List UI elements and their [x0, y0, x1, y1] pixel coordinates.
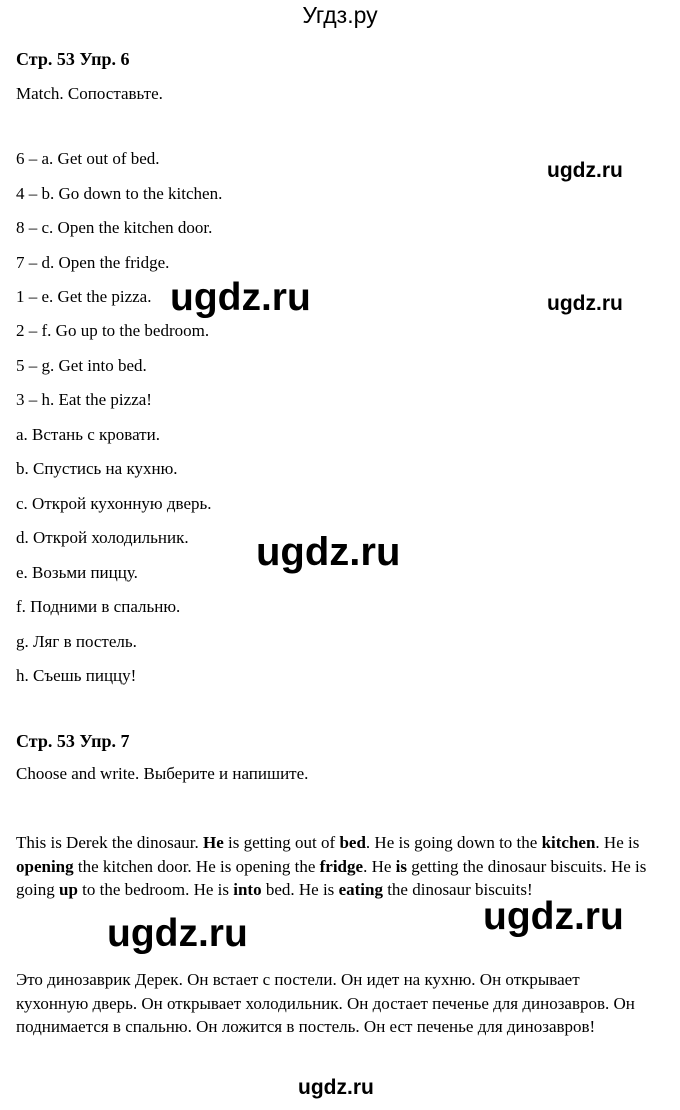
- translation-line: a. Встань с кровати.: [16, 425, 160, 444]
- translation-line: b. Спустись на кухню.: [16, 459, 178, 478]
- answer-line: 5 – g. Get into bed.: [16, 356, 147, 375]
- russian-paragraph: Это динозаврик Дерек. Он встает с постели. Он идет на кухню. Он открывает кухонную дверь. Он открывает холодильник. Он достает печенье для динозавров. Он поднимается в спальню. Он ложится в постель. Он ест печенье для динозавров!: [16, 970, 635, 1036]
- answer-line: 3 – h. Eat the pizza!: [16, 390, 152, 409]
- answer-line: 6 – a. Get out of bed.: [16, 149, 160, 168]
- translation-line: g. Ляг в постель.: [16, 632, 137, 651]
- site-header: Угдз.ру: [302, 2, 378, 28]
- watermark: ugdz.ru: [256, 530, 401, 574]
- watermark: ugdz.ru: [298, 1076, 374, 1099]
- answer-line: 1 – e. Get the pizza.: [16, 287, 152, 306]
- translation-line: f. Подними в спальню.: [16, 597, 181, 616]
- answer-line: 4 – b. Go down to the kitchen.: [16, 184, 223, 203]
- answer-line: 7 – d. Open the fridge.: [16, 253, 170, 272]
- exercise-6-heading: Стр. 53 Упр. 6: [16, 49, 130, 69]
- answer-line: 2 – f. Go up to the bedroom.: [16, 321, 210, 340]
- exercise-6-instruction: Match. Сопоставьте.: [16, 84, 163, 103]
- watermark: ugdz.ru: [107, 912, 248, 955]
- answer-line: 8 – c. Open the kitchen door.: [16, 218, 213, 237]
- watermark: ugdz.ru: [547, 159, 623, 182]
- translation-line: e. Возьми пиццу.: [16, 563, 138, 582]
- translation-line: d. Открой холодильник.: [16, 528, 189, 547]
- watermark: ugdz.ru: [483, 895, 624, 938]
- translation-line: h. Съешь пиццу!: [16, 666, 137, 685]
- exercise-7-heading: Стр. 53 Упр. 7: [16, 731, 130, 751]
- exercise-7-instruction: Choose and write. Выберите и напишите.: [16, 764, 309, 783]
- english-paragraph: This is Derek the dinosaur. He is getting out of bed. He is going down to the kitchen. He is opening the kitchen door. He is opening the fridge. He is getting the dinosaur biscuits. He is going up to the bedroom. He is into bed. He is eating the dinosaur biscuits!: [16, 833, 647, 899]
- translation-line: c. Открой кухонную дверь.: [16, 494, 212, 513]
- watermark: ugdz.ru: [547, 292, 623, 315]
- watermark: ugdz.ru: [170, 276, 311, 319]
